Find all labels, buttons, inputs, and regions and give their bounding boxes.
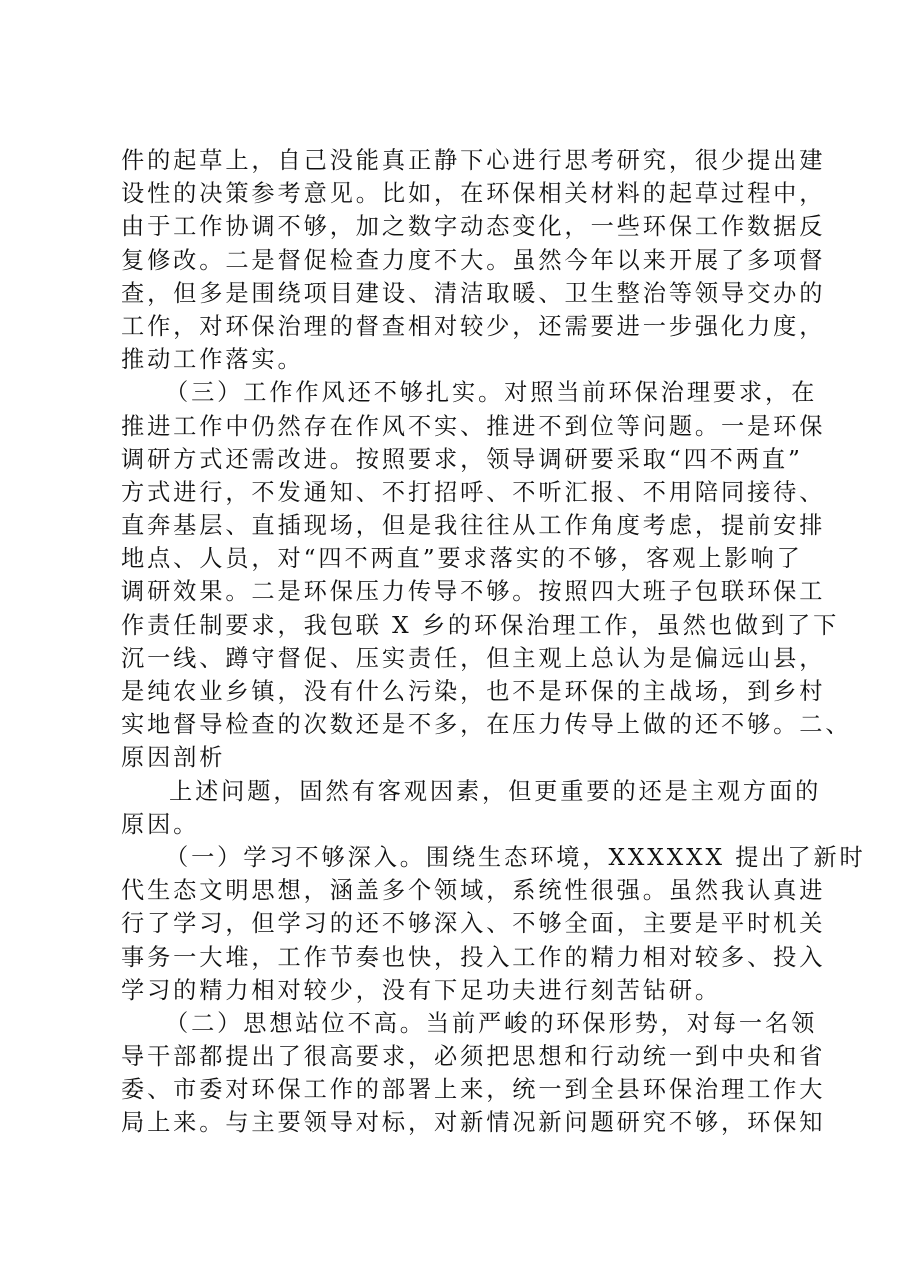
text-line: 设性的决策参考意见。比如，在环保相关材料的起草过程中， xyxy=(121,180,826,208)
text-line: 推进工作中仍然存在作风不实、推进不到位等问题。一是环保 xyxy=(121,412,826,440)
text-line: 事务一大堆，工作节奏也快，投入工作的精力相对较多、投入 xyxy=(121,943,826,971)
paragraph-start-line: （二）思想站位不高。当前严峻的环保形势，对每一名领 xyxy=(165,1009,818,1037)
text-line: 局上来。与主要领导对标，对新情况新问题研究不够，环保知 xyxy=(121,1109,826,1137)
paragraph-start-line: （三）工作作风还不够扎实。对照当前环保治理要求，在 xyxy=(165,379,818,407)
paragraph-start-line: （一）学习不够深入。围绕生态环境，XXXXXX 提出了新时 xyxy=(165,843,866,871)
text-line: 调研效果。二是环保压力传导不够。按照四大班子包联环保工 xyxy=(121,578,826,606)
text-line: 学习的精力相对较少，没有下足功夫进行刻苦钻研。 xyxy=(121,976,722,1004)
text-line: 直奔基层、直插现场，但是我往往从工作角度考虑，提前安排 xyxy=(121,512,826,540)
text-line: 委、市委对环保工作的部署上来，统一到全县环保治理工作大 xyxy=(121,1076,826,1104)
text-line: 是纯农业乡镇，没有什么污染，也不是环保的主战场，到乡村 xyxy=(121,678,826,705)
text-line: 沉一线、蹲守督促、压实责任，但主观上总认为是偏远山县， xyxy=(121,644,826,672)
text-line: 调研方式还需改进。按照要求，领导调研要采取“四不两直” xyxy=(121,445,803,473)
text-line: 工作，对环保治理的督查相对较少，还需要进一步强化力度， xyxy=(121,312,826,340)
text-line: 件的起草上，自己没能真正静下心进行思考研究，很少提出建 xyxy=(121,147,826,174)
paragraph-start-line: 上述问题，固然有客观因素，但更重要的还是主观方面的 xyxy=(169,777,822,805)
text-line: 导干部都提出了很高要求，必须把思想和行动统一到中央和省 xyxy=(121,1043,826,1071)
document-body xyxy=(121,144,866,1140)
text-line: 实地督导检查的次数还是不多，在压力传导上做的还不够。二、 xyxy=(121,711,852,739)
text-line: 原因。 xyxy=(121,810,200,838)
text-line: 由于工作协调不够，加之数字动态变化，一些环保工作数据反 xyxy=(121,213,826,241)
text-line: 推动工作落实。 xyxy=(121,346,304,374)
text-line: 行了学习，但学习的还不够深入、不够全面，主要是平时机关 xyxy=(121,910,826,938)
text-line: 作责任制要求，我包联 X 乡的环保治理工作，虽然也做到了下 xyxy=(121,611,840,639)
section-heading-line: 原因剖析 xyxy=(121,744,226,772)
text-line: 方式进行，不发通知、不打招呼、不听汇报、不用陪同接待、 xyxy=(121,478,826,506)
text-line: 代生态文明思想，涵盖多个领域，系统性很强。虽然我认真进 xyxy=(121,877,826,905)
text-line: 复修改。二是督促检查力度不大。虽然今年以来开展了多项督 xyxy=(121,246,826,274)
text-line: 查，但多是围绕项目建设、清洁取暖、卫生整治等领导交办的 xyxy=(121,279,826,307)
text-line: 地点、人员，对“四不两直”要求落实的不够，客观上影响了 xyxy=(121,545,803,573)
